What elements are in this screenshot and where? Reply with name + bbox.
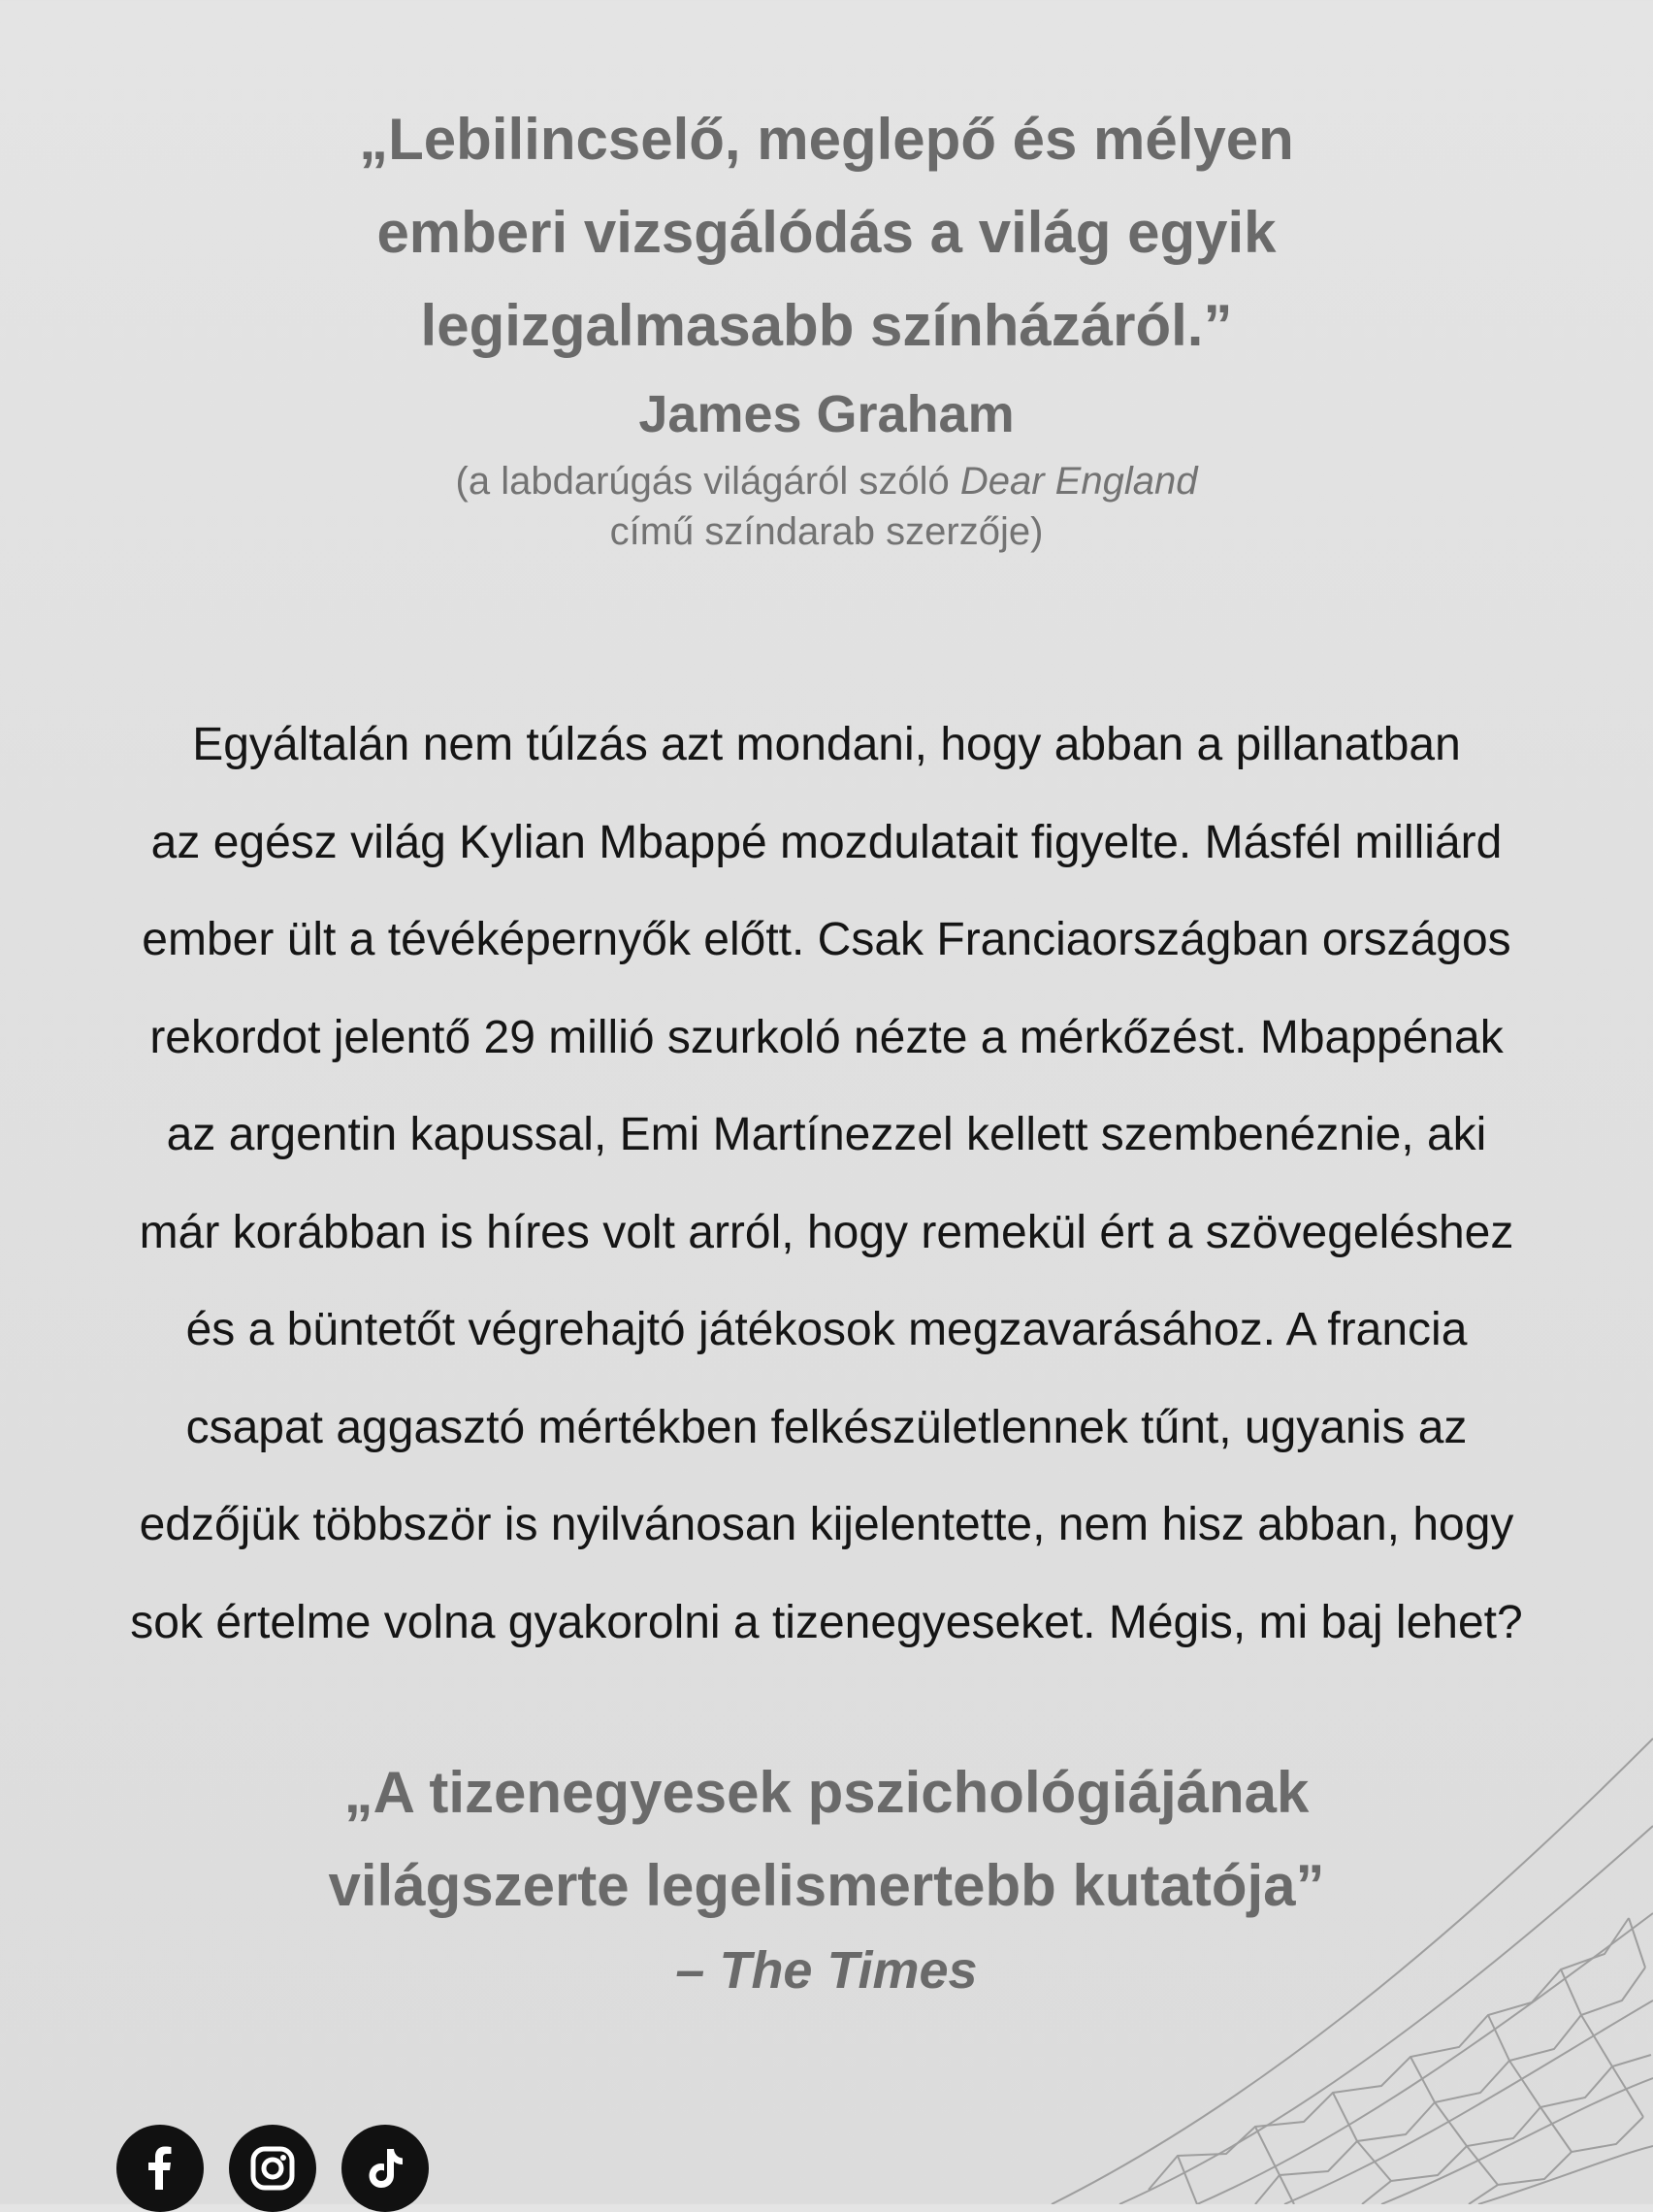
social-icons xyxy=(116,2125,429,2212)
description-line: rekordot jelentő 29 millió szurkoló nézte a mérkőzést. Mbappénak xyxy=(149,1011,1504,1063)
blurb-note-suffix: című színdarab szerzője) xyxy=(609,510,1044,553)
blurb-author-note xyxy=(0,456,1653,557)
blurb-quote-line: „Lebilincselő, meglepő és mélyen xyxy=(359,107,1294,172)
blurb-author: James Graham xyxy=(638,385,1015,443)
blurb-section xyxy=(0,93,1653,557)
tiktok-icon[interactable] xyxy=(341,2125,429,2212)
blurb-note-title: Dear England xyxy=(959,460,1198,503)
press-quote-line: „A tizenegyesek pszichológiájának xyxy=(343,1760,1310,1825)
description-text xyxy=(0,697,1653,1672)
description-line: már korábban is híres volt arról, hogy remekül ért a szövegeléshez xyxy=(139,1206,1514,1258)
description-line: edzőjük többször is nyilvánosan kijelentette, nem hisz abban, hogy xyxy=(139,1499,1514,1550)
description-line: Egyáltalán nem túlzás azt mondani, hogy abban a pillanatban xyxy=(192,719,1461,770)
instagram-icon[interactable] xyxy=(229,2125,316,2212)
press-quote xyxy=(0,1746,1653,1933)
blurb-quote-line: emberi vizsgálódás a világ egyik xyxy=(376,200,1277,265)
press-quote-source: – The Times xyxy=(675,1941,978,2000)
press-quote-section xyxy=(0,1746,1653,2004)
description-line: sok értelme volna gyakorolni a tizenegyeseket. Mégis, mi baj lehet? xyxy=(130,1596,1523,1648)
blurb-quote-line: legizgalmasabb színházáról.” xyxy=(420,293,1233,358)
description-line: és a büntetőt végrehajtó játékosok megzavarásához. A francia xyxy=(185,1304,1468,1355)
description-line: ember ült a tévéképernyők előtt. Csak Franciaországban országos xyxy=(142,914,1511,965)
description-line: csapat aggasztó mértékben felkészületlennek tűnt, ugyanis az xyxy=(185,1401,1468,1453)
facebook-icon[interactable] xyxy=(116,2125,204,2212)
press-quote-line: világszerte legelismertebb kutatója” xyxy=(328,1853,1325,1918)
blurb-note-prefix: (a labdarúgás világáról szóló xyxy=(455,460,960,503)
description-line: az argentin kapussal, Emi Martínezzel kellett szembenéznie, aki xyxy=(166,1109,1487,1160)
description-line: az egész világ Kylian Mbappé mozdulatait figyelte. Másfél milliárd xyxy=(150,816,1503,868)
blurb-quote xyxy=(0,93,1653,373)
